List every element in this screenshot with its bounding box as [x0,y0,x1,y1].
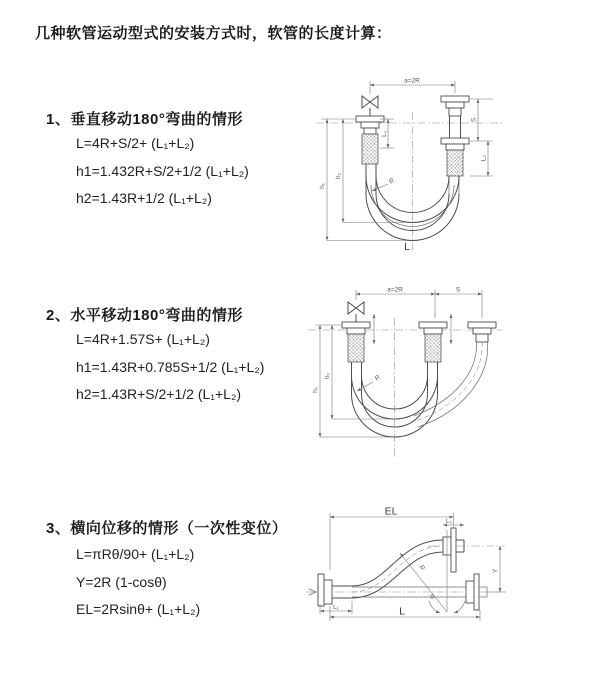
s-curve-hose [352,540,443,598]
dim-label-s: S [470,117,478,123]
valve-icon [348,302,364,322]
section-3-formula-Y: Y=2R (1-cosθ) [76,573,167,590]
dim-label-l1: L₁ [333,604,339,611]
dimensions [312,287,482,438]
section-3-heading: 3、横向位移的情形（一次性变位） [46,520,288,537]
diagram-lateral-displacement [300,498,600,655]
section-2-formulas [76,326,264,409]
dim-label-h2: h₂ [335,172,342,180]
left-flange-connection [318,574,352,606]
dim-label-l2: L₂ [445,518,453,525]
section-1-heading: 1、垂直移动180°弯曲的情形 [46,111,243,128]
radius-label: R [417,563,426,572]
left-flange-connection [342,322,370,362]
upper-flange-connection [443,528,464,572]
section-1-formula-h2: h2=1.43R+1/2 (L₁+L₂) [76,190,212,206]
dim-label-a2r: a=2R [404,77,420,85]
angle-label: θ [430,594,434,601]
valve-icon [362,96,378,116]
section-2-heading: 2、水平移动180°弯曲的情形 [46,307,243,324]
length-label: L [404,241,410,253]
dim-label-a2r: a=2R [387,286,403,294]
dim-label-el: EL [384,505,398,518]
dim-label-h1: h₁ [312,387,319,393]
dim-label-l1: L₁ [381,131,388,137]
section-2-formula-h2: h2=1.43R+S/2+1/2 (L₁+L₂) [76,386,242,402]
dim-label-h1: h₁ [319,183,326,189]
radius-label: R [387,177,396,186]
radius-label: R [373,374,382,383]
centerlines [316,112,502,252]
right-flange-connection [441,96,469,176]
dim-label-l2: L₂ [480,154,488,162]
section-1-formulas [76,130,249,213]
dim-label-h2: h₂ [324,372,331,380]
page-title: 几种软管运动型式的安装方式时，软管的长度计算： [35,25,392,42]
section-3-formula-EL: EL=2Rsinθ+ (L₁+L₂) [76,601,201,617]
section-3-formulas [76,541,200,624]
dim-label-l: L [399,605,405,618]
section-1-formula-h1: h1=1.432R+S/2+1/2 (L₁+L₂) [76,162,249,179]
section-2-formula-h1: h1=1.43R+0.785S+1/2 (L₁+L₂) [76,358,265,375]
section-3-formula-L: L=πRθ/90+ (L₁+L₂) [76,546,195,562]
diagram-horizontal-180-bend [300,282,600,467]
middle-flange-connection [419,322,447,362]
section-2-formula-L: L=4R+1.57S+ (L₁+L₂) [76,331,210,347]
dimensions [319,78,493,254]
moved-flange-connection [468,322,496,342]
dim-label-s: S [455,286,461,294]
section-1-formula-L: L=4R+S/2+ (L₁+L₂) [76,135,195,151]
diagram-vertical-180-bend [300,70,600,265]
dim-label-y: Y [492,568,499,574]
